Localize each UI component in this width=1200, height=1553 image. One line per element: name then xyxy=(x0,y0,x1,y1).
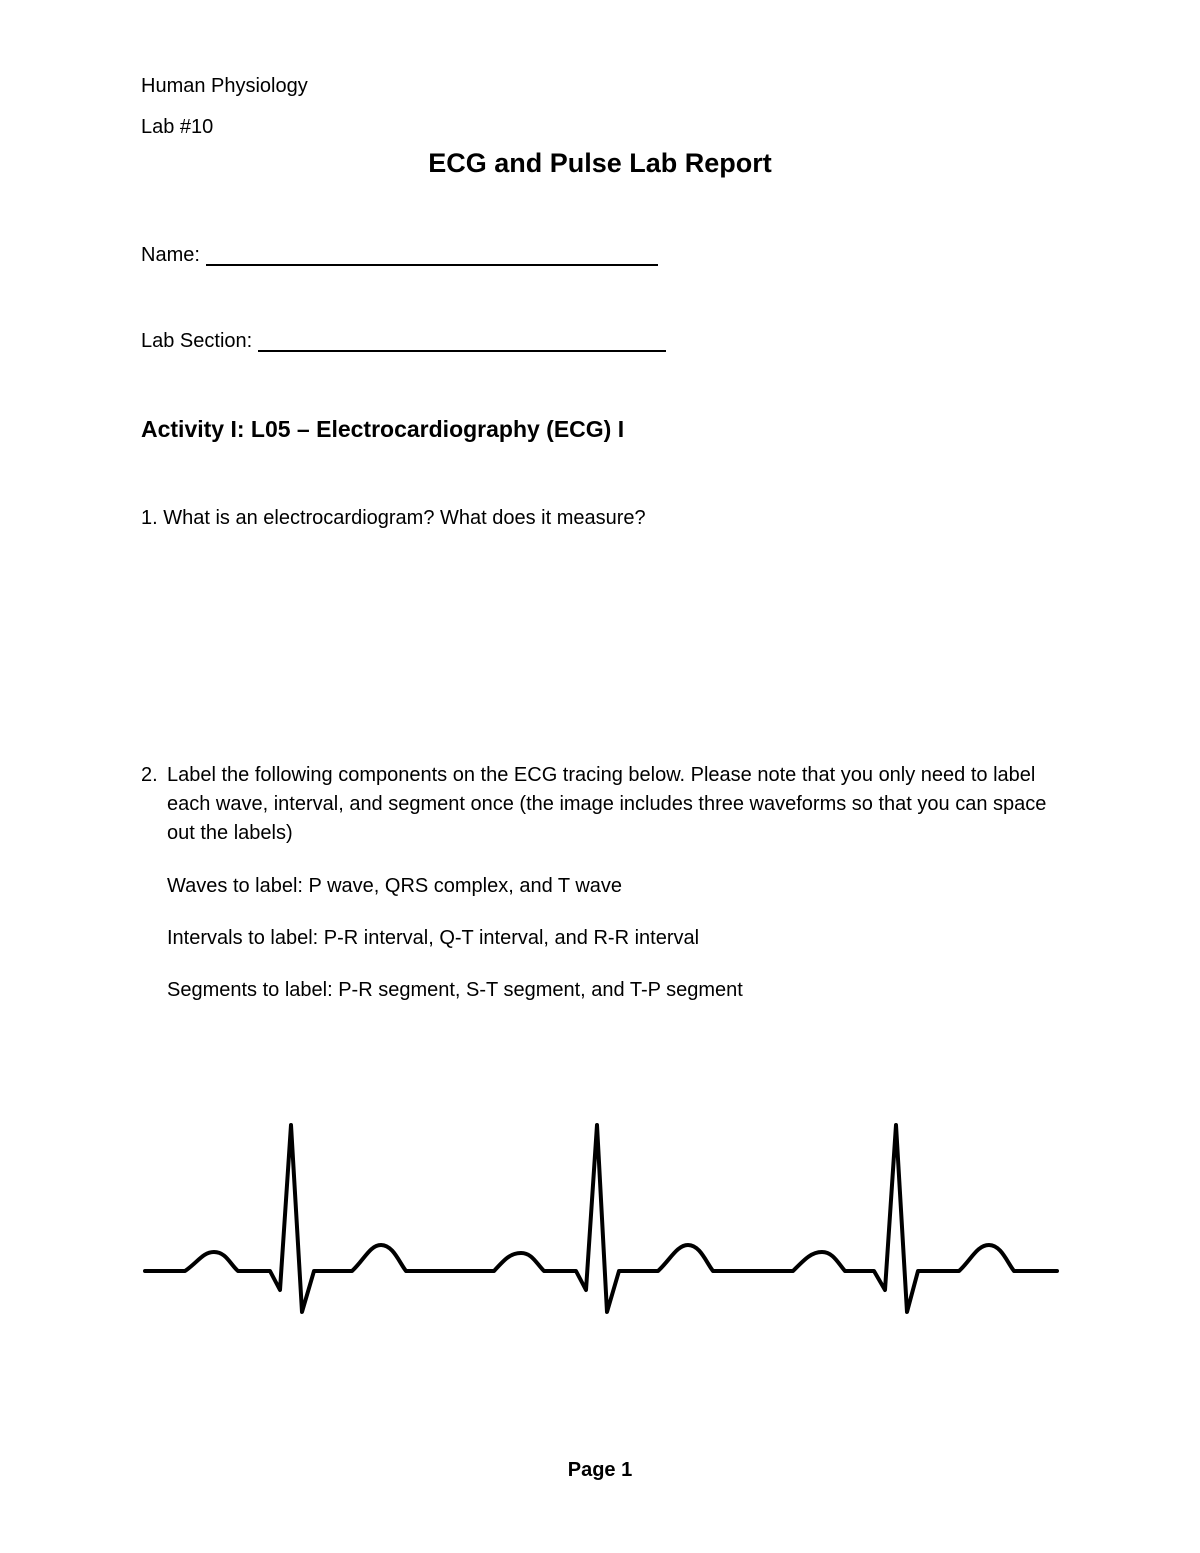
waves-to-label: Waves to label: P wave, QRS complex, and T wave xyxy=(167,875,623,897)
lab-section-field-row xyxy=(141,327,666,355)
question-1: 1. What is an electrocardiogram? What does it measure? xyxy=(141,507,646,529)
ecg-tracing xyxy=(0,1100,1200,1340)
name-label: Name: xyxy=(141,244,200,266)
question-2 xyxy=(141,761,1071,848)
intervals-to-label: Intervals to label: P-R interval, Q-T interval, and R-R interval xyxy=(167,927,700,949)
page-number: Page 1 xyxy=(567,1459,633,1481)
activity-heading: Activity I: L05 – Electrocardiography (ECG) I xyxy=(141,416,625,442)
ecg-waveform-line xyxy=(145,1125,1057,1312)
question-2-number: 2. xyxy=(141,764,158,786)
name-field-row xyxy=(141,241,658,269)
segments-to-label: Segments to label: P-R segment, S-T segment, and T-P segment xyxy=(167,979,743,1001)
lab-section-label: Lab Section: xyxy=(141,330,253,352)
lab-section-blank-line[interactable] xyxy=(258,332,666,352)
course-name: Human Physiology xyxy=(141,75,308,97)
question-2-text: Label the following components on the ECG tracing below. Please note that you only need to label each wave, interval, and segment once (the image includes three waveforms so that you can space out the labels) xyxy=(167,764,1047,844)
name-blank-line[interactable] xyxy=(206,246,658,266)
lab-number: Lab #10 xyxy=(141,116,214,138)
page-title: ECG and Pulse Lab Report xyxy=(428,148,772,178)
